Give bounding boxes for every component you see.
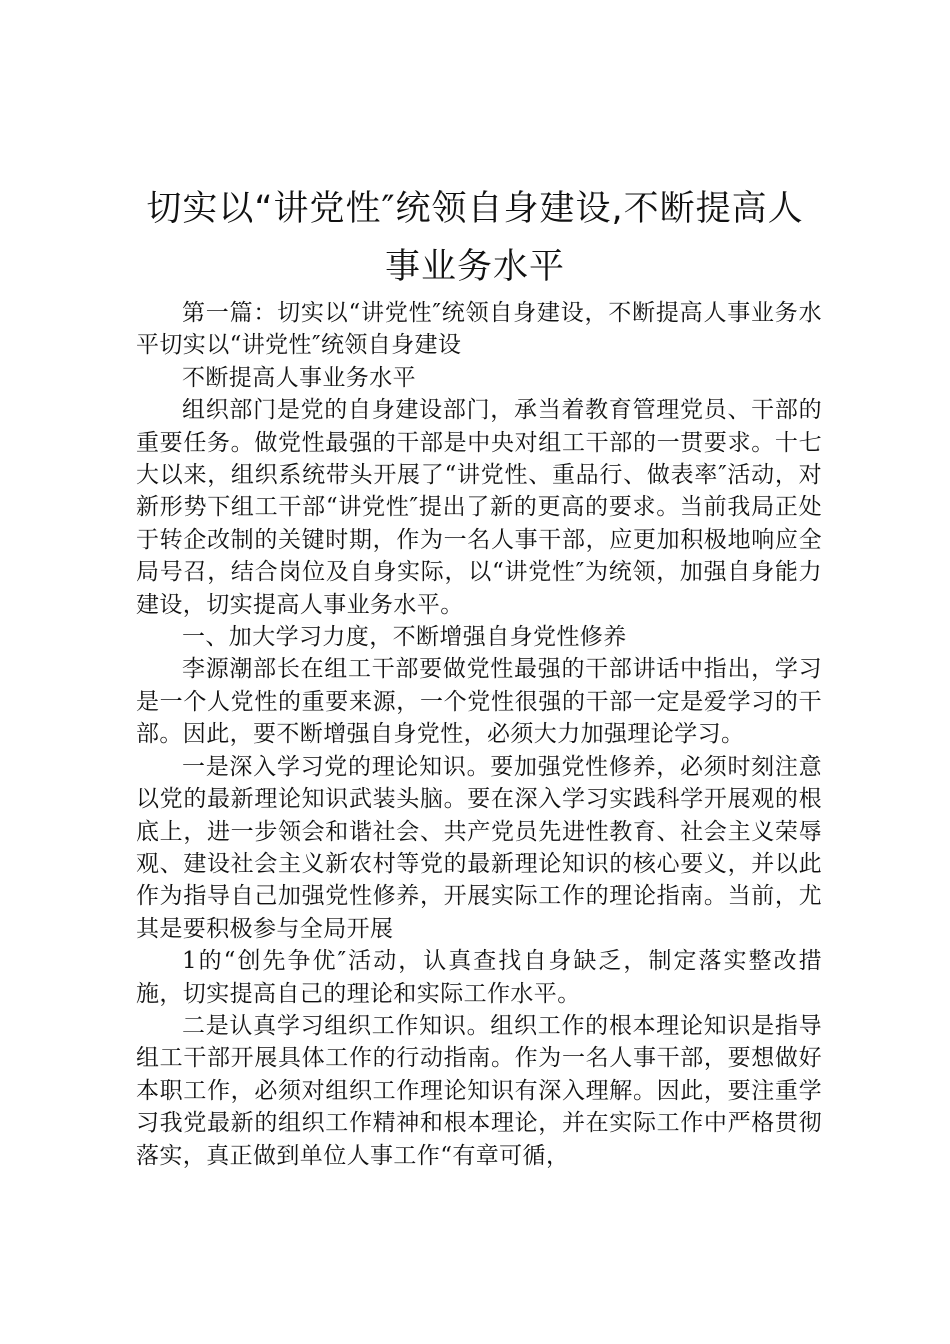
document-title — [120, 180, 830, 296]
title-line-2: 事业务水平 — [384, 247, 565, 287]
paragraph: 第一篇：切实以“讲党性″统领自身建设，不断提高人事业务水平切实以“讲党性″统领自身建设 — [136, 300, 822, 359]
paragraph: 组织部门是党的自身建设部门，承当着教育管理党员、干部的重要任务。做党性最强的干部是中央对组工干部的一贯要求。十七大以来，组织系统带头开展了“讲党性、重品行、做表率″活动，对新形势下组工干部“讲党性″提出了新的更高的要求。当前我局正处于转企改制的关键时期，作为一名人事干部，应更加积极地响应全局号召，结合岗位及自身实际，以“讲党性″为统领，加强自身能力建设，切实提高人事业务水平。 — [136, 397, 822, 618]
section-heading: 一、加大学习力度，不断增强自身党性修养 — [182, 624, 627, 651]
paragraph: 二是认真学习组织工作知识。组织工作的根本理论知识是指导组工干部开展具体工作的行动指南。作为一名人事干部，要想做好本职工作，必须对组织工作理论知识有深入理解。因此，要注重学习我党最新的组织工作精神和根本理论，并在实际工作中严格贯彻落实，真正做到单位人事工作“有章可循， — [136, 1012, 822, 1169]
document-body — [136, 297, 822, 1172]
paragraph: 李源潮部长在组工干部要做党性最强的干部讲话中指出，学习是一个人党性的重要来源，一个党性很强的干部一定是爱学习的干部。因此，要不断增强自身党性，必须大力加强理论学习。 — [136, 656, 822, 748]
title-line-1: 切实以“讲党性″统领自身建设,不断提高人 — [146, 189, 804, 229]
paragraph: 1的“创先争优″活动，认真查找自身缺乏，制定落实整改措施，切实提高自己的理论和实际工作水平。 — [136, 948, 822, 1007]
paragraph: 一是深入学习党的理论知识。要加强党性修养，必须时刻注意以党的最新理论知识武装头脑。要在深入学习实践科学开展观的根底上，进一步领会和谐社会、共产党员先进性教育、社会主义荣辱观、建设社会主义新农村等党的最新理论知识的核心要义，并以此作为指导自己加强党性修养，开展实际工作的理论指南。当前，尤其是要积极参与全局开展 — [136, 753, 822, 942]
paragraph: 不断提高人事业务水平 — [182, 364, 416, 391]
